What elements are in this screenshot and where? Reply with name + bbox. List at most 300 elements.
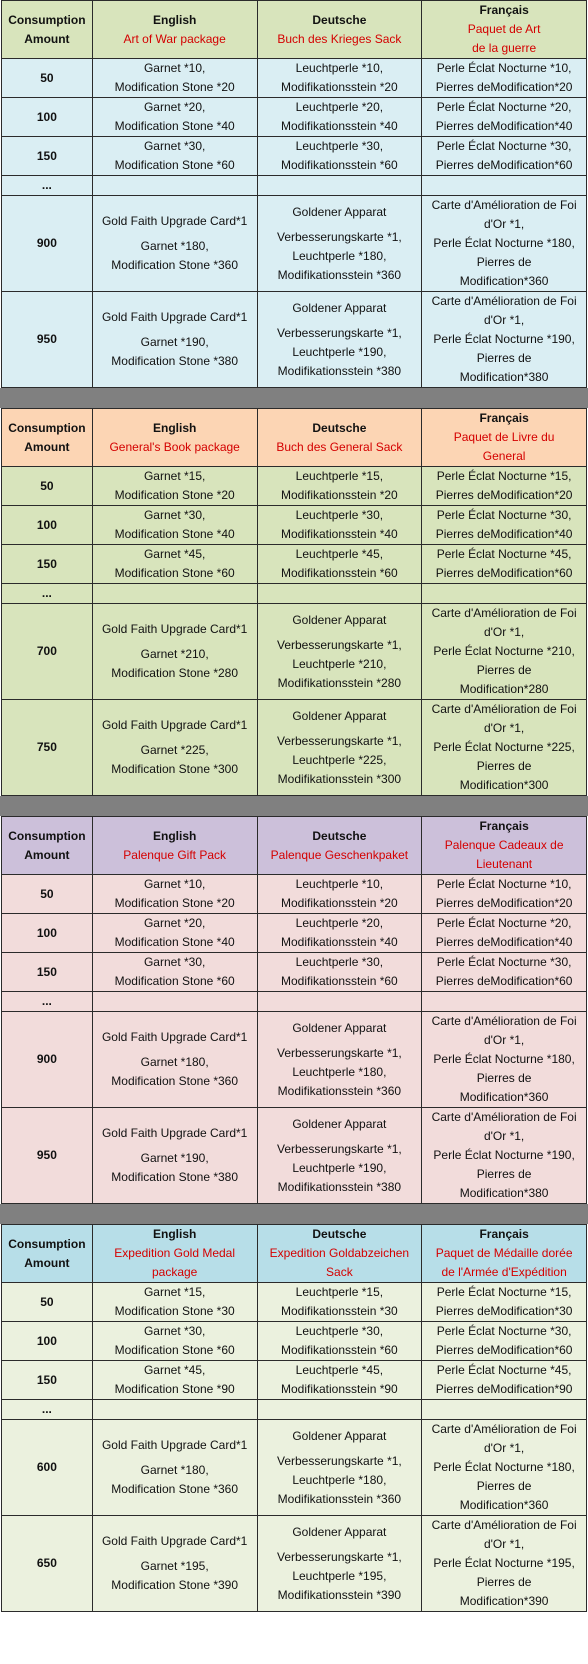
text-line: Verbesserungskarte *1, <box>277 229 402 244</box>
table-row <box>2 914 587 953</box>
francais-column-header <box>422 1225 587 1283</box>
consumption-amount-cell: 100 <box>2 1322 93 1361</box>
text-line: Leuchtperle *45, <box>295 1363 384 1377</box>
text-line: Pierres deModification*20 <box>435 80 573 94</box>
table-row <box>2 700 587 796</box>
text-line: Garnet *15, <box>143 469 206 483</box>
text-line: Goldener Apparat <box>292 300 387 315</box>
consumption-amount-cell: 950 <box>2 1108 93 1204</box>
text-line: Garnet *180, <box>140 1055 209 1069</box>
english-package-name <box>94 846 256 865</box>
table-header-row <box>2 409 587 467</box>
francais-reward-cell <box>422 1400 587 1420</box>
english-language-title: English <box>152 420 197 435</box>
text-line: Perle Éclat Nocturne *190, <box>433 332 575 346</box>
table-row <box>2 584 587 604</box>
english-reward-cell <box>92 1361 257 1400</box>
deutsche-reward-cell <box>257 467 422 506</box>
text-line: Garnet *20, <box>143 100 206 114</box>
text-line: Modification*360 <box>459 274 549 288</box>
deutsche-reward-cell <box>257 1322 422 1361</box>
english-reward-cell <box>92 1283 257 1322</box>
text-line: Modification Stone *20 <box>114 488 235 502</box>
english-language-title: English <box>152 1227 197 1241</box>
text-line: d'Or *1, <box>483 1129 525 1143</box>
francais-reward-cell <box>422 953 587 992</box>
text-line: Pierres de <box>476 1479 532 1493</box>
francais-reward-cell <box>422 137 587 176</box>
text-line: Perle Éclat Nocturne *180, <box>433 236 575 250</box>
deutsche-reward-cell <box>257 700 422 796</box>
text-line: Pierres deModification*20 <box>435 896 573 910</box>
text-line: Modifikationsstein *60 <box>281 158 398 172</box>
text-line: Pierres deModification*60 <box>435 974 573 988</box>
reward-table <box>1 408 587 796</box>
francais-language-title: Français <box>479 3 529 17</box>
text-line: Pierres deModification*60 <box>435 1343 573 1357</box>
text-line: Leuchtperle *180, <box>292 1472 387 1487</box>
english-reward-cell <box>92 1420 257 1516</box>
consumption-amount-cell: 900 <box>2 196 93 292</box>
text-line: Verbesserungskarte *1, <box>277 1549 402 1564</box>
text-line: Leuchtperle *10, <box>295 877 384 891</box>
text-line: Gold Faith Upgrade Card*1 <box>101 1030 248 1044</box>
text-line: Modifikationsstein *60 <box>281 974 398 988</box>
text-line: Carte d'Amélioration de Foi <box>431 1518 577 1532</box>
text-line: Art of War package <box>123 31 226 46</box>
francais-package-name <box>423 20 585 58</box>
text-line: Modification Stone *280 <box>111 666 239 680</box>
text-line: Modifikationsstein *20 <box>281 488 398 502</box>
text-line: Garnet *45, <box>143 1363 206 1377</box>
table-row <box>2 292 587 388</box>
text-line: Perle Éclat Nocturne *195, <box>433 1556 575 1570</box>
text-line: Pierres de <box>476 255 532 269</box>
text-line: Paquet de Art <box>467 22 541 36</box>
deutsche-reward-cell <box>257 196 422 292</box>
text-line: d'Or *1, <box>483 721 525 735</box>
english-reward-cell <box>92 875 257 914</box>
text-line: Modifikationsstein *390 <box>277 1587 402 1602</box>
text-line: Perle Éclat Nocturne *225, <box>433 740 575 754</box>
francais-reward-cell <box>422 584 587 604</box>
text-line: Consumption <box>8 12 86 27</box>
text-line: Perle Éclat Nocturne *180, <box>433 1460 575 1474</box>
text-line: Pierres deModification*20 <box>435 488 573 502</box>
text-line: Modification Stone *60 <box>114 1343 235 1357</box>
text-line: Gold Faith Upgrade Card*1 <box>101 1126 248 1140</box>
reward-table <box>1 0 587 388</box>
consumption-amount-cell: 650 <box>2 1516 93 1612</box>
text-line: Modifikationsstein *300 <box>277 771 402 786</box>
text-line: Palenque Cadeaux de <box>444 838 564 852</box>
text-line: d'Or *1, <box>483 1441 525 1455</box>
deutsche-reward-cell <box>257 98 422 137</box>
francais-reward-cell <box>422 196 587 292</box>
consumption-amount-cell: ... <box>2 584 93 604</box>
deutsche-reward-cell <box>257 1108 422 1204</box>
text-line: Modification Stone *380 <box>111 354 239 368</box>
text-line: Buch des Krieges Sack <box>277 31 402 46</box>
francais-language-title: Français <box>479 411 529 425</box>
deutsche-language-title: Deutsche <box>312 828 367 843</box>
consumption-amount-cell: ... <box>2 1400 93 1420</box>
text-line: Modification Stone *20 <box>114 896 235 910</box>
text-line: d'Or *1, <box>483 1033 525 1047</box>
consumption-amount-cell: 100 <box>2 98 93 137</box>
text-line: Consumption <box>8 1236 86 1251</box>
deutsche-reward-cell <box>257 176 422 196</box>
consumption-amount-cell: 950 <box>2 292 93 388</box>
deutsche-column-header <box>257 1 422 59</box>
text-line: Perle Éclat Nocturne *20, <box>436 100 572 114</box>
text-line: Modification Stone *90 <box>114 1382 235 1396</box>
text-line: Modifikationsstein *40 <box>281 527 398 541</box>
francais-package-name <box>423 1244 585 1282</box>
english-reward-cell <box>92 700 257 796</box>
francais-reward-cell <box>422 545 587 584</box>
text-line: Buch des General Sack <box>276 439 403 454</box>
text-line: Gold Faith Upgrade Card*1 <box>101 1534 248 1548</box>
deutsche-reward-cell <box>257 914 422 953</box>
section-separator <box>0 796 588 816</box>
text-line: Garnet *195, <box>140 1559 209 1573</box>
text-line: Modification Stone *20 <box>114 80 235 94</box>
text-line: Carte d'Amélioration de Foi <box>431 1014 577 1028</box>
text-line: Leuchtperle *15, <box>295 1285 384 1299</box>
consumption-amount-cell: 150 <box>2 137 93 176</box>
text-line: Modification Stone *60 <box>114 974 235 988</box>
text-line: Modifikationsstein *20 <box>281 80 398 94</box>
text-line: Leuchtperle *190, <box>292 1160 387 1175</box>
text-line: Modification*280 <box>459 682 549 696</box>
consumption-amount-cell: 50 <box>2 467 93 506</box>
table-row <box>2 1322 587 1361</box>
table-row <box>2 1012 587 1108</box>
text-line: Leuchtperle *30, <box>295 139 384 153</box>
text-line: Garnet *30, <box>143 139 206 153</box>
consumption-amount-header <box>2 409 93 467</box>
table-row <box>2 1400 587 1420</box>
english-reward-cell <box>92 1400 257 1420</box>
text-line: Leuchtperle *190, <box>292 344 387 359</box>
text-line: Carte d'Amélioration de Foi <box>431 1110 577 1124</box>
table-row <box>2 545 587 584</box>
text-line: Perle Éclat Nocturne *10, <box>436 61 572 75</box>
francais-reward-cell <box>422 467 587 506</box>
text-line: Goldener Apparat <box>292 1524 387 1539</box>
text-line: Perle Éclat Nocturne *20, <box>436 916 572 930</box>
text-line: d'Or *1, <box>483 217 525 231</box>
english-reward-cell <box>92 992 257 1012</box>
text-line: Garnet *180, <box>140 1463 209 1477</box>
table-header-row <box>2 817 587 875</box>
text-line: Carte d'Amélioration de Foi <box>431 702 577 716</box>
deutsche-reward-cell <box>257 953 422 992</box>
english-reward-cell <box>92 292 257 388</box>
text-line: Modifikationsstein *60 <box>281 1343 398 1357</box>
english-package-name <box>94 438 256 457</box>
francais-reward-cell <box>422 506 587 545</box>
text-line: Modification*390 <box>459 1594 549 1608</box>
text-line: Modification Stone *360 <box>111 258 239 272</box>
francais-reward-cell <box>422 1322 587 1361</box>
text-line: Modifikationsstein *280 <box>277 675 402 690</box>
consumption-amount-cell: 50 <box>2 59 93 98</box>
english-column-header <box>92 409 257 467</box>
english-reward-cell <box>92 584 257 604</box>
english-column-header <box>92 817 257 875</box>
table-row <box>2 604 587 700</box>
text-line: Leuchtperle *30, <box>295 955 384 969</box>
consumption-amount-cell: ... <box>2 176 93 196</box>
text-line: d'Or *1, <box>483 313 525 327</box>
text-line: Perle Éclat Nocturne *15, <box>436 469 572 483</box>
text-line: Garnet *30, <box>143 955 206 969</box>
text-line: Leuchtperle *180, <box>292 1064 387 1079</box>
deutsche-reward-cell <box>257 1516 422 1612</box>
text-line: Modification Stone *60 <box>114 158 235 172</box>
text-line: Modification Stone *380 <box>111 1170 239 1184</box>
text-line: General <box>482 449 526 463</box>
text-line: Modifikationsstein *30 <box>281 1304 398 1318</box>
text-line: Perle Éclat Nocturne *45, <box>436 547 572 561</box>
text-line: Garnet *210, <box>140 647 209 661</box>
text-line: Modification Stone *360 <box>111 1074 239 1088</box>
consumption-amount-cell: 150 <box>2 953 93 992</box>
text-line: Carte d'Amélioration de Foi <box>431 1422 577 1436</box>
consumption-amount-cell: 700 <box>2 604 93 700</box>
table-row <box>2 196 587 292</box>
text-line: Leuchtperle *30, <box>295 508 384 522</box>
text-line: Modifikationsstein *360 <box>277 1491 402 1506</box>
deutsche-package-name <box>259 1244 421 1282</box>
english-package-name <box>94 1244 256 1282</box>
text-line: Modifikationsstein *40 <box>281 119 398 133</box>
francais-reward-cell <box>422 176 587 196</box>
english-reward-cell <box>92 545 257 584</box>
consumption-amount-header <box>2 817 93 875</box>
deutsche-reward-cell <box>257 59 422 98</box>
text-line: Modification Stone *40 <box>114 119 235 133</box>
francais-reward-cell <box>422 875 587 914</box>
deutsche-column-header <box>257 1225 422 1283</box>
deutsche-reward-cell <box>257 545 422 584</box>
deutsche-reward-cell <box>257 1420 422 1516</box>
text-line: Leuchtperle *30, <box>295 1324 384 1338</box>
table-header-row <box>2 1 587 59</box>
text-line: Perle Éclat Nocturne *30, <box>436 508 572 522</box>
table-row <box>2 875 587 914</box>
english-reward-cell <box>92 137 257 176</box>
text-line: de la guerre <box>472 41 537 55</box>
table-row <box>2 1420 587 1516</box>
table-row <box>2 467 587 506</box>
consumption-amount-cell: 150 <box>2 545 93 584</box>
text-line: Pierres deModification*60 <box>435 158 573 172</box>
text-line: Consumption <box>8 420 86 435</box>
text-line: Verbesserungskarte *1, <box>277 637 402 652</box>
francais-reward-cell <box>422 1108 587 1204</box>
deutsche-reward-cell <box>257 1012 422 1108</box>
deutsche-reward-cell <box>257 584 422 604</box>
text-line: Perle Éclat Nocturne *30, <box>436 1324 572 1338</box>
text-line: Perle Éclat Nocturne *180, <box>433 1052 575 1066</box>
deutsche-reward-cell <box>257 292 422 388</box>
text-line: Modification*360 <box>459 1498 549 1512</box>
text-line: Garnet *180, <box>140 239 209 253</box>
text-line: Modification*380 <box>459 370 549 384</box>
francais-language-title: Français <box>479 819 529 833</box>
consumption-amount-cell: 900 <box>2 1012 93 1108</box>
francais-reward-cell <box>422 1283 587 1322</box>
text-line: Modification Stone *40 <box>114 935 235 949</box>
francais-column-header <box>422 1 587 59</box>
text-line: Carte d'Amélioration de Foi <box>431 294 577 308</box>
francais-language-title: Français <box>479 1227 529 1241</box>
english-package-name <box>94 30 256 49</box>
text-line: Gold Faith Upgrade Card*1 <box>101 214 248 228</box>
text-line: Amount <box>24 439 70 454</box>
reward-table <box>1 1224 587 1612</box>
deutsche-language-title: Deutsche <box>312 12 367 27</box>
text-line: Amount <box>24 847 70 862</box>
text-line: Modifikationsstein *380 <box>277 1179 402 1194</box>
text-line: Leuchtperle *10, <box>295 61 384 75</box>
table-row <box>2 98 587 137</box>
table-row <box>2 1283 587 1322</box>
text-line: Modification Stone *40 <box>114 527 235 541</box>
english-reward-cell <box>92 59 257 98</box>
english-reward-cell <box>92 467 257 506</box>
english-reward-cell <box>92 1108 257 1204</box>
deutsche-package-name <box>259 30 421 49</box>
english-reward-cell <box>92 914 257 953</box>
deutsche-reward-cell <box>257 604 422 700</box>
text-line: Lieutenant <box>476 857 533 871</box>
text-line: Pierres deModification*40 <box>435 119 573 133</box>
text-line: Gold Faith Upgrade Card*1 <box>101 622 248 636</box>
text-line: Pierres deModification*40 <box>435 935 573 949</box>
text-line: Verbesserungskarte *1, <box>277 325 402 340</box>
text-line: Leuchtperle *20, <box>295 916 384 930</box>
text-line: Modifikationsstein *360 <box>277 267 402 282</box>
deutsche-column-header <box>257 409 422 467</box>
text-line: Perle Éclat Nocturne *45, <box>436 1363 572 1377</box>
text-line: d'Or *1, <box>483 625 525 639</box>
english-column-header <box>92 1 257 59</box>
francais-column-header <box>422 409 587 467</box>
deutsche-reward-cell <box>257 506 422 545</box>
text-line: Pierres de <box>476 759 532 773</box>
text-line: Goldener Apparat <box>292 1116 387 1131</box>
text-line: Goldener Apparat <box>292 1428 387 1443</box>
deutsche-reward-cell <box>257 1283 422 1322</box>
text-line: Amount <box>24 1255 70 1270</box>
deutsche-reward-cell <box>257 1361 422 1400</box>
text-line: Perle Éclat Nocturne *10, <box>436 877 572 891</box>
consumption-amount-cell: 50 <box>2 875 93 914</box>
francais-reward-cell <box>422 59 587 98</box>
text-line: Modification Stone *300 <box>111 762 239 776</box>
consumption-amount-cell: 600 <box>2 1420 93 1516</box>
francais-reward-cell <box>422 1361 587 1400</box>
consumption-amount-cell: ... <box>2 992 93 1012</box>
text-line: Garnet *190, <box>140 335 209 349</box>
text-line: Paquet de Médaille dorée <box>435 1246 573 1260</box>
consumption-amount-header <box>2 1225 93 1283</box>
text-line: Modifikationsstein *380 <box>277 363 402 378</box>
text-line: Garnet *20, <box>143 916 206 930</box>
deutsche-reward-cell <box>257 1400 422 1420</box>
text-line: Paquet de Livre du <box>453 430 555 444</box>
english-reward-cell <box>92 98 257 137</box>
francais-package-name <box>423 428 585 466</box>
text-line: Modification*300 <box>459 778 549 792</box>
text-line: Gold Faith Upgrade Card*1 <box>101 1438 248 1452</box>
text-line: d'Or *1, <box>483 1537 525 1551</box>
text-line: Garnet *190, <box>140 1151 209 1165</box>
text-line: Palenque Gift Pack <box>123 847 227 862</box>
text-line: Modifikationsstein *90 <box>281 1382 398 1396</box>
francais-package-name <box>423 836 585 874</box>
table-header-row <box>2 1225 587 1283</box>
text-line: Verbesserungskarte *1, <box>277 1045 402 1060</box>
text-line: Modification Stone *360 <box>111 1482 239 1496</box>
consumption-amount-cell: 150 <box>2 1361 93 1400</box>
text-line: Goldener Apparat <box>292 1020 387 1035</box>
text-line: Pierres deModification*90 <box>435 1382 573 1396</box>
text-line: Pierres deModification*60 <box>435 566 573 580</box>
text-line: Modification Stone *60 <box>114 566 235 580</box>
text-line: Amount <box>24 31 70 46</box>
text-line: Expedition Gold Medal <box>114 1246 236 1260</box>
english-column-header <box>92 1225 257 1283</box>
english-reward-cell <box>92 176 257 196</box>
text-line: Pierres deModification*30 <box>435 1304 573 1318</box>
text-line: Carte d'Amélioration de Foi <box>431 606 577 620</box>
text-line: Leuchtperle *180, <box>292 248 387 263</box>
text-line: Leuchtperle *195, <box>292 1568 387 1583</box>
text-line: Modification*380 <box>459 1186 549 1200</box>
text-line: Pierres de <box>476 1575 532 1589</box>
text-line: Leuchtperle *225, <box>292 752 387 767</box>
text-line: package <box>151 1265 198 1279</box>
text-line: Perle Éclat Nocturne *30, <box>436 955 572 969</box>
text-line: Perle Éclat Nocturne *15, <box>436 1285 572 1299</box>
deutsche-package-name <box>259 846 421 865</box>
english-reward-cell <box>92 506 257 545</box>
text-line: Pierres de <box>476 1071 532 1085</box>
text-line: Verbesserungskarte *1, <box>277 1141 402 1156</box>
english-reward-cell <box>92 1322 257 1361</box>
table-row <box>2 1516 587 1612</box>
text-line: Goldener Apparat <box>292 612 387 627</box>
english-reward-cell <box>92 1516 257 1612</box>
text-line: Perle Éclat Nocturne *210, <box>433 644 575 658</box>
text-line: Garnet *30, <box>143 1324 206 1338</box>
francais-reward-cell <box>422 992 587 1012</box>
table-row <box>2 1361 587 1400</box>
table-row <box>2 137 587 176</box>
text-line: Perle Éclat Nocturne *190, <box>433 1148 575 1162</box>
table-row <box>2 176 587 196</box>
consumption-amount-cell: 750 <box>2 700 93 796</box>
text-line: Leuchtperle *210, <box>292 656 387 671</box>
text-line: Consumption <box>8 828 86 843</box>
text-line: Verbesserungskarte *1, <box>277 733 402 748</box>
table-row <box>2 1108 587 1204</box>
